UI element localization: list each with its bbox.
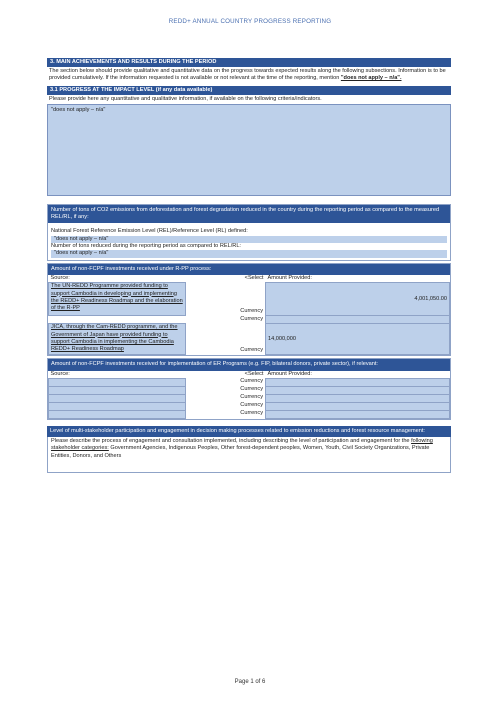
table-row [49, 378, 450, 386]
er-source-field[interactable] [49, 386, 186, 394]
participation-section [47, 426, 451, 473]
currency-label: Currency [240, 410, 263, 417]
er-investments-heading: Amount of non-FCPF investments received for implementation of ER Programs (e.g. FIP, bilateral donors, private sector), if relevant: [48, 359, 450, 370]
er-amount-field[interactable] [266, 386, 450, 394]
table-row [49, 410, 450, 418]
currency-label: Currency [240, 347, 263, 354]
table-row [49, 402, 450, 410]
section-3-1-title: 3.1 PROGRESS AT THE IMPACT LEVEL (if any data available) [47, 86, 451, 95]
table-row [49, 316, 450, 324]
er-investments-section [47, 358, 451, 420]
source-column-label: Source: [50, 274, 70, 281]
report-form [47, 58, 451, 473]
source-column-label: Source: [50, 370, 70, 377]
section-3-intro-emphasis: "does not apply – n/a". [340, 75, 402, 82]
currency-label: Currency [240, 315, 263, 322]
rpp-source-field[interactable] [49, 316, 186, 324]
table-row [49, 371, 450, 379]
participation-categories-list: Government Agencies, Indigenous Peoples, Other forest-dependent peoples, Women, Youth, Civil Society Organizations, Private Entities, Donors, and Others [51, 445, 430, 459]
currency-label: Currency [240, 386, 263, 393]
rpp-amount-field[interactable]: 4,001,050.00 [266, 283, 450, 316]
er-source-field[interactable] [49, 410, 186, 418]
er-source-field[interactable] [49, 402, 186, 410]
frel-label: National Forest Reference Emission Level (REL)/Reference Level (RL) defined: [51, 228, 248, 235]
participation-categories-label: following stakeholder categories: [51, 438, 433, 452]
section-3-title: 3. MAIN ACHIEVEMENTS AND RESULTS DURING THE PERIOD [47, 58, 451, 67]
er-amount-field[interactable] [266, 402, 450, 410]
rpp-amount-field[interactable] [266, 316, 450, 324]
emissions-heading: Number of tons of CO2 emissions from deforestation and forest degradation reduced in the country during the reporting period as compared to the measured REL/RL, if any: [48, 205, 450, 224]
er-amount-field[interactable] [266, 394, 450, 402]
currency-label: Currency [240, 402, 263, 409]
frel-value-field[interactable]: "does not apply – n/a" [51, 236, 447, 243]
section-3-intro [47, 67, 451, 84]
section-3-1-instruction: Please provide here any quantitative and qualitative information, if available on the following criteria/indicators. [49, 95, 322, 102]
currency-select[interactable]: <Select [244, 274, 264, 281]
table-row [49, 386, 450, 394]
participation-instruction[interactable] [47, 437, 451, 473]
currency-label: Currency [240, 378, 263, 385]
er-source-field[interactable] [49, 394, 186, 402]
rpp-investments-section [47, 263, 451, 357]
table-row [49, 275, 450, 283]
participation-heading: Level of multi-stakeholder participation and engagement in decision making processes related to emission reductions and forest resource management: [47, 426, 451, 437]
amount-column-label: Amount Provided: [267, 370, 312, 377]
rpp-source-field[interactable]: The UN-REDD Programme provided funding to support Cambodia in developing and implementing the REDD+ Readiness Roadmap and the elaboration of the R-PP [49, 283, 186, 316]
table-row [49, 394, 450, 402]
tons-reduced-label: Number of tons reduced during the reporting period as compared to REL/RL: [51, 243, 241, 250]
tons-reduced-value-field[interactable]: "does not apply – n/a" [51, 250, 447, 257]
report-header-title: REDD+ ANNUAL COUNTRY PROGRESS REPORTING [168, 18, 332, 25]
page-number: Page 1 of 6 [234, 679, 266, 685]
impact-level-answer-text: "does not apply – n/a" [51, 106, 106, 113]
section-3-intro-text: The section below should provide qualitative and quantitative data on the progress towards expected results along the following subsections. Information is to be provided cumulatively. If the information requested is not available or not relevant at the time of the reporting, mention [49, 68, 446, 82]
table-row [49, 324, 450, 355]
currency-label: Currency [240, 308, 263, 315]
er-amount-field[interactable] [266, 378, 450, 386]
rpp-investments-table [48, 275, 450, 355]
rpp-investments-heading: Amount of non-FCPF investments received under R-PP process: [48, 264, 450, 275]
participation-instruction-text: Please describe the process of engagement and consultation implemented, including describing the level of participation and engagement for the [51, 438, 412, 445]
rpp-source-field[interactable]: JICA, through the Cam-REDD programme, and the Government of Japan have provided funding to support Cambodia in implementing the Cambodia REDD+ Readiness Roadmap [49, 324, 186, 355]
currency-label: Currency [240, 394, 263, 401]
er-source-field[interactable] [49, 378, 186, 386]
er-investments-table [48, 371, 450, 419]
rpp-amount-field[interactable]: 14,000,000 [266, 324, 450, 355]
currency-select[interactable]: <Select [244, 370, 264, 377]
table-row [49, 283, 450, 316]
er-amount-field[interactable] [266, 410, 450, 418]
emissions-section [47, 204, 451, 261]
impact-level-answer-field[interactable] [47, 104, 451, 196]
amount-column-label: Amount Provided: [267, 274, 312, 281]
